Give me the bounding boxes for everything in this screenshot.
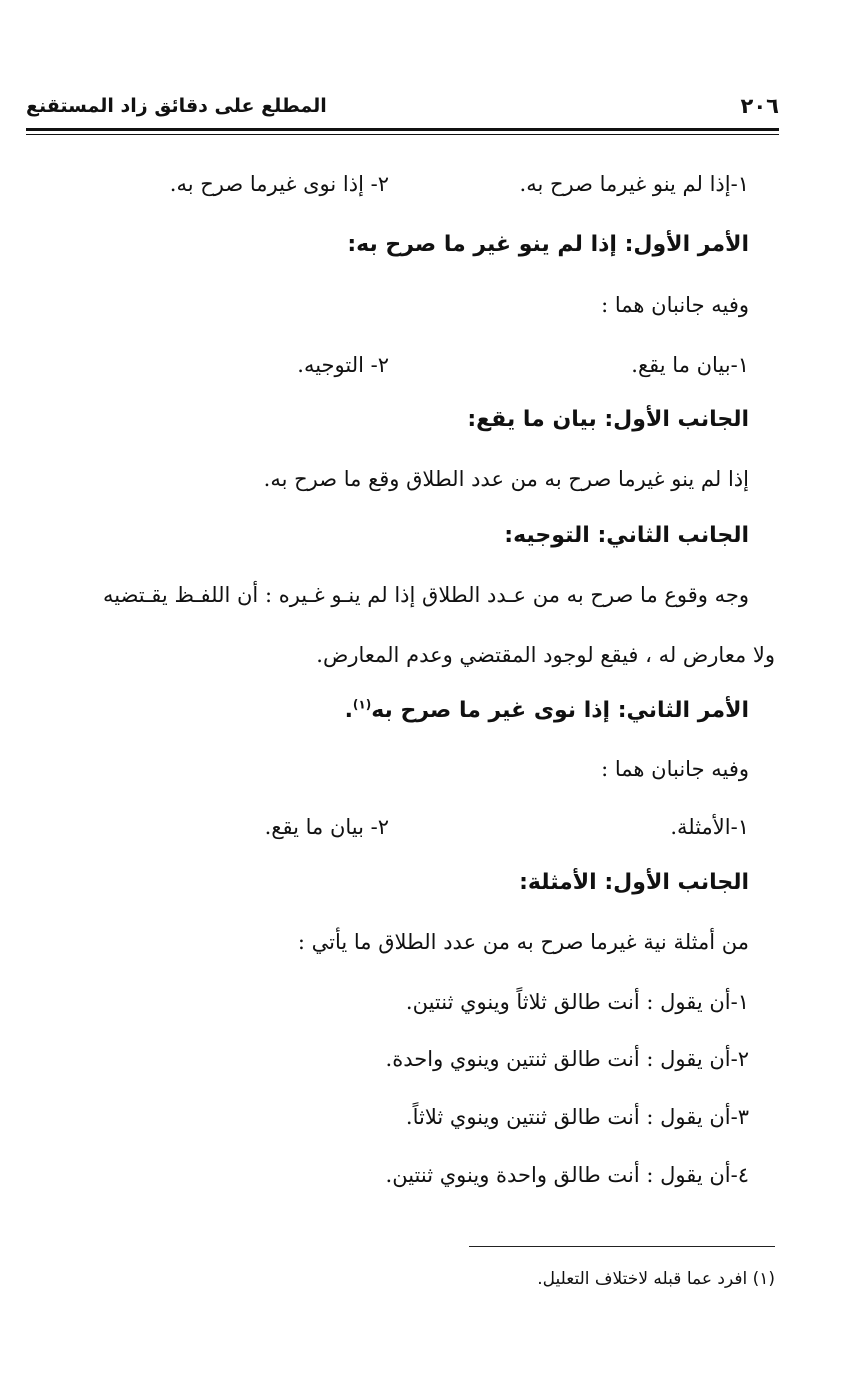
- list-item: ٢-أن يقول : أنت طالق ثنتين وينوي واحدة.: [385, 1047, 749, 1071]
- heading-period: .: [344, 698, 353, 723]
- list-item: ٢- إذا نوى غيرما صرح به.: [169, 172, 389, 196]
- list-line-aspects: [26, 810, 749, 844]
- subsection-heading: الجانب الأول: بيان ما يقع:: [467, 407, 749, 432]
- page-header: [26, 92, 779, 128]
- list-item: ١-بيان ما يقع.: [631, 353, 749, 377]
- paragraph: وفيه جانبان هما :: [601, 757, 749, 781]
- paragraph: من أمثلة نية غيرما صرح به من عدد الطلاق ما يأتي :: [297, 930, 749, 954]
- list-item: ٢- التوجيه.: [297, 353, 389, 377]
- paragraph: وجه وقوع ما صرح به من عـدد الطلاق إذا لم ينـو غـيره : أن اللفـظ يقـتضيه: [103, 583, 749, 607]
- list-item: ٣-أن يقول : أنت طالق ثنتين وينوي ثلاثاً.: [405, 1105, 749, 1129]
- list-item: ١-أن يقول : أنت طالق ثلاثاً وينوي ثنتين.: [405, 990, 749, 1014]
- section-heading: الأمر الأول: إذا لم ينو غير ما صرح به:: [347, 232, 749, 257]
- section-heading: [26, 694, 749, 728]
- paragraph: إذا لم ينو غيرما صرح به من عدد الطلاق وقع ما صرح به.: [263, 467, 749, 491]
- list-line-cases: [26, 167, 749, 201]
- header-rule-thick: [26, 128, 779, 131]
- subsection-heading: الجانب الأول: الأمثلة:: [519, 870, 749, 895]
- footnote-separator: [469, 1246, 775, 1247]
- list-item: ١-الأمثلة.: [670, 815, 749, 839]
- paragraph: ولا معارض له ، فيقع لوجود المقتضي وعدم المعارض.: [316, 643, 775, 667]
- running-title: المطلع على دقائق زاد المستقنع: [26, 95, 327, 117]
- list-line-aspects: [26, 348, 749, 382]
- paragraph: وفيه جانبان هما :: [601, 293, 749, 317]
- list-item: ٤-أن يقول : أنت طالق واحدة وينوي ثنتين.: [385, 1163, 749, 1187]
- footnote-marker: (١): [352, 697, 372, 712]
- footnote: (١) افرد عما قبله لاختلاف التعليل.: [537, 1269, 775, 1289]
- header-rule-thin: [26, 134, 779, 135]
- subsection-heading: الجانب الثاني: التوجيه:: [504, 523, 749, 548]
- page-number: ٢٠٦: [740, 94, 779, 118]
- list-item: ١-إذا لم ينو غيرما صرح به.: [519, 172, 749, 196]
- list-item: ٢- بيان ما يقع.: [264, 815, 389, 839]
- heading-text: الأمر الثاني: إذا نوى غير ما صرح به: [371, 698, 749, 723]
